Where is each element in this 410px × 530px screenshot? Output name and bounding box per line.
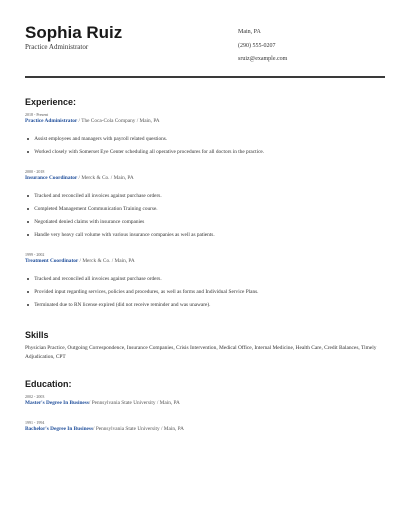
- bullet-icon: [27, 138, 29, 140]
- degree-name: Master's Degree In Business: [25, 400, 89, 406]
- bullet-icon: [27, 195, 29, 197]
- job-role: Practice Administrator: [25, 118, 78, 124]
- job-dates: 1999 - 2002: [25, 252, 45, 257]
- list-item: Negotiated denied claims with insurance companies: [25, 219, 144, 225]
- list-item: Terminated due to RN license expired (did not receive reminder and was unaware).: [25, 302, 210, 308]
- degree-name: Bachelor's Degree In Business: [25, 426, 94, 432]
- list-item: Tracked and reconciled all invoices against purchase orders.: [25, 193, 162, 199]
- experience-heading: Experience:: [25, 97, 77, 107]
- job-title-line: [25, 258, 135, 264]
- job-employer: / Merck & Co. / Main, PA: [77, 175, 134, 181]
- job-role: Insurance Coordinator: [25, 175, 78, 181]
- education-dates: 2002 - 2003: [25, 394, 45, 399]
- bullet-icon: [27, 234, 29, 236]
- job-title-line: [25, 118, 160, 124]
- candidate-name: Sophia Ruiz: [25, 23, 123, 42]
- education-line: [25, 426, 184, 432]
- list-item: Completed Management Communication Training course.: [25, 206, 158, 212]
- bullet-icon: [27, 291, 29, 293]
- contact-phone: (290) 555-0207: [238, 43, 276, 49]
- contact-location: Main, PA: [238, 29, 261, 35]
- education-dates: 1991 - 1994: [25, 420, 45, 425]
- bullet-icon: [27, 208, 29, 210]
- job-employer: / The Coca-Cola Company / Main, PA: [77, 118, 160, 124]
- job-dates: 2000 - 2018: [25, 169, 45, 174]
- education-line: [25, 400, 180, 406]
- bullet-icon: [27, 278, 29, 280]
- skills-heading: Skills: [25, 330, 49, 340]
- list-item: Tracked and reconciled all invoices against purchase orders.: [25, 276, 162, 282]
- list-item: Assist employees and managers with payroll related questions.: [25, 136, 167, 142]
- list-item: Provided input regarding services, policies and procedures, as well as forms and Individual Service Plans.: [25, 289, 259, 295]
- bullet-icon: [27, 151, 29, 153]
- skills-list: Physician Practice, Outgoing Correspondence, Insurance Companies, Crisis Intervention, Medical Office, Internal Medicine, Health Care, Credit Balances, Timely Adjudication, CPT: [25, 345, 377, 360]
- candidate-title: Practice Administrator: [25, 43, 89, 51]
- bullet-icon: [27, 221, 29, 223]
- list-item: Handle very heavy call volume with various insurance companies as well as patients.: [25, 232, 215, 238]
- job-title-line: [25, 175, 134, 181]
- school-name: / Pennsylvania State University / Main, PA: [93, 426, 184, 432]
- job-employer: / Merck & Co. / Main, PA: [78, 258, 135, 264]
- list-item: Worked closely with Somerset Eye Center scheduling all operative procedures for all doctors in the practice.: [25, 149, 264, 155]
- education-heading: Education:: [25, 379, 72, 389]
- contact-email[interactable]: sruiz@example.com: [238, 56, 288, 62]
- bullet-icon: [27, 304, 29, 306]
- job-role: Treatment Coordinator: [25, 258, 79, 264]
- job-dates: 2018 - Present: [25, 112, 49, 117]
- header-divider: [25, 76, 385, 78]
- school-name: / Pennsylvania State University / Main, PA: [88, 400, 180, 406]
